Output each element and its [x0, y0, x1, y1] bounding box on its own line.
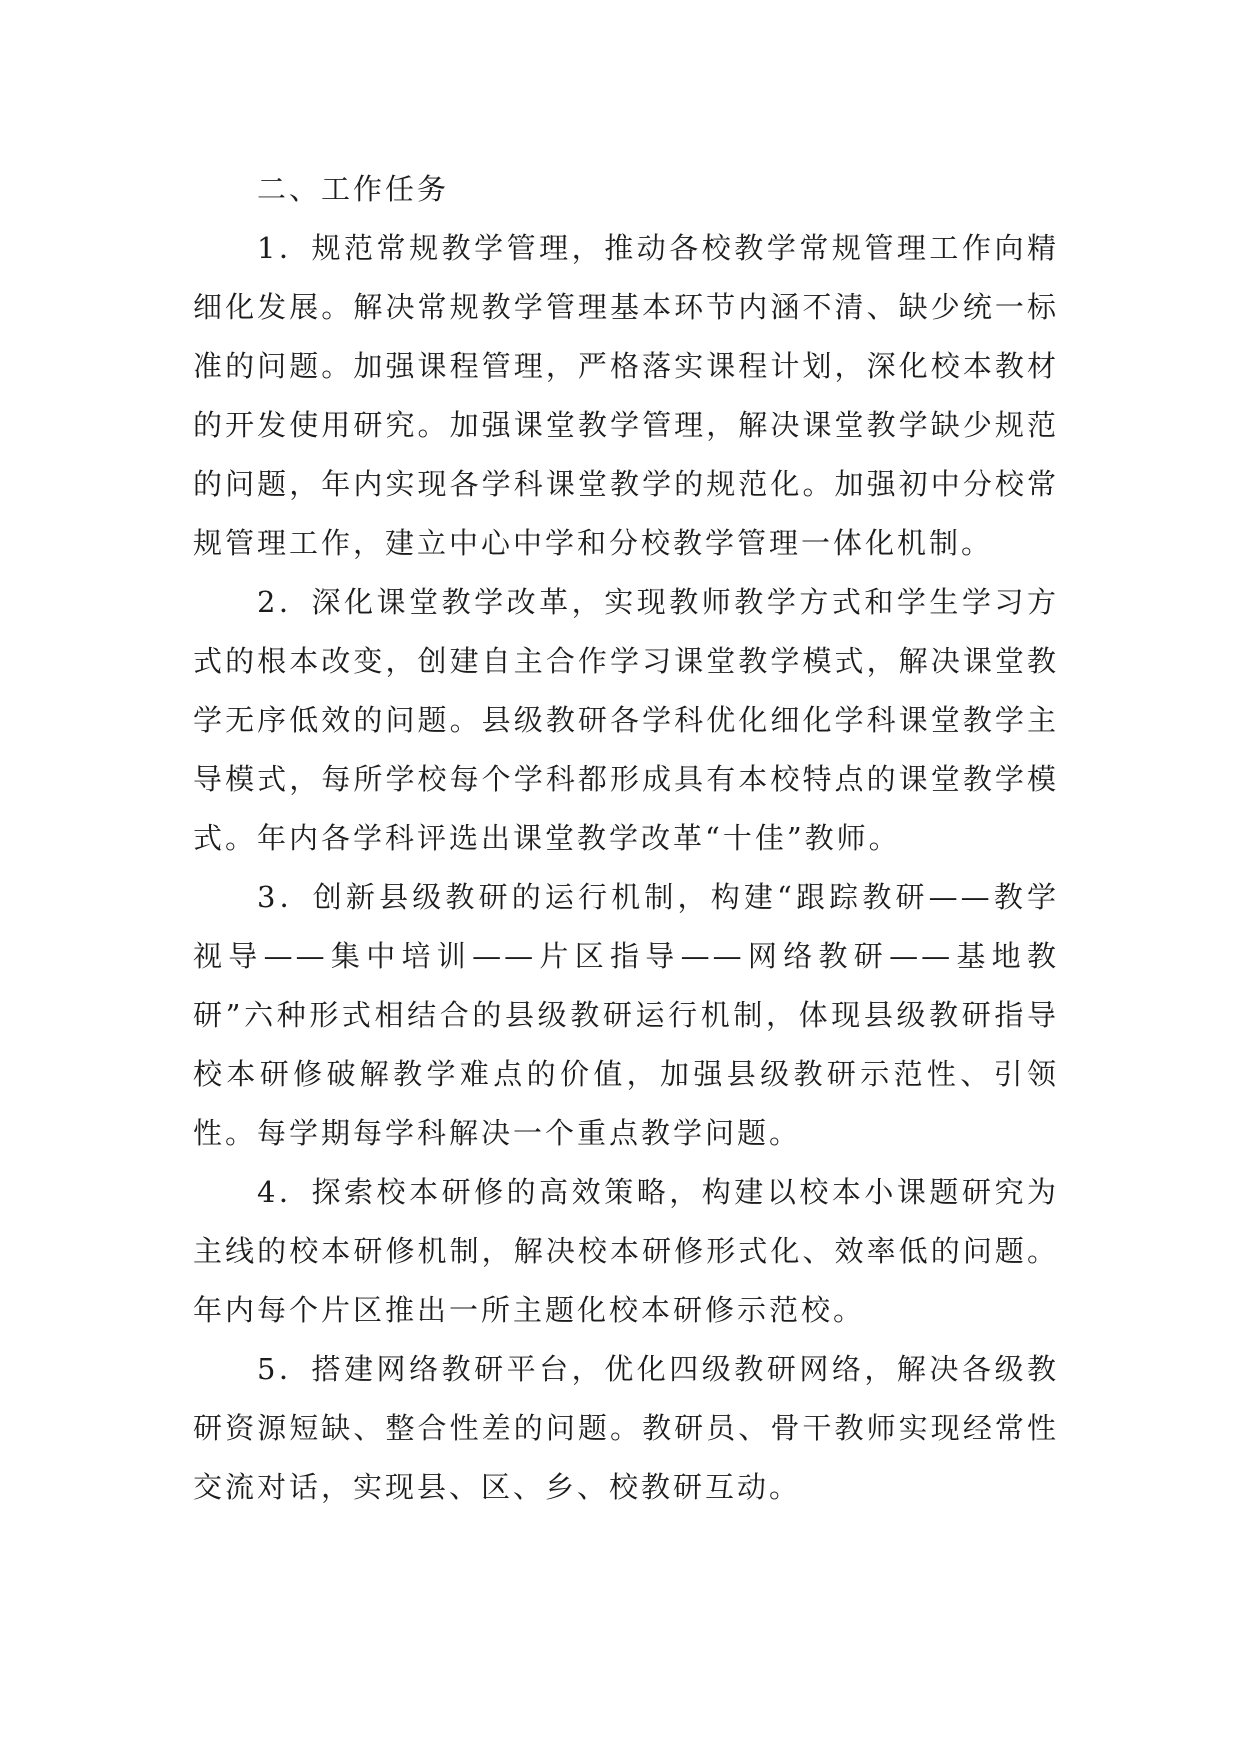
paragraph-task-2: 2．深化课堂教学改革，实现教师教学方式和学生学习方式的根本改变，创建自主合作学习课堂教学模式，解决课堂教学无序低效的问题。县级教研各学科优化细化学科课堂教学主导模式，每所学校每个学科都形成具有本校特点的课堂教学模式。年内各学科评选出课堂教学改革“十佳”教师。	[193, 585, 1059, 855]
paragraph-task-1: 1．规范常规教学管理，推动各校教学常规管理工作向精细化发展。解决常规教学管理基本环节内涵不清、缺少统一标准的问题。加强课程管理，严格落实课程计划，深化校本教材的开发使用研究。加强课堂教学管理，解决课堂教学缺少规范的问题，年内实现各学科课堂教学的规范化。加强初中分校常规管理工作，建立中心中学和分校教学管理一体化机制。	[193, 231, 1059, 560]
paragraph-task-4: 4．探索校本研修的高效策略，构建以校本小课题研究为主线的校本研修机制，解决校本研修形式化、效率低的问题。年内每个片区推出一所主题化校本研修示范校。	[193, 1175, 1059, 1327]
paragraph-task-3: 3．创新县级教研的运行机制，构建“跟踪教研——教学视导——集中培训——片区指导——网络教研——基地教研”六种形式相结合的县级教研运行机制，体现县级教研指导校本研修破解教学难点的价值，加强县级教研示范性、引领性。每学期每学科解决一个重点教学问题。	[193, 880, 1059, 1150]
paragraph-task-5: 5．搭建网络教研平台，优化四级教研网络，解决各级教研资源短缺、整合性差的问题。教研员、骨干教师实现经常性交流对话，实现县、区、乡、校教研互动。	[193, 1352, 1059, 1504]
section-heading: 二、工作任务	[257, 172, 450, 206]
document-body	[193, 160, 1059, 1517]
